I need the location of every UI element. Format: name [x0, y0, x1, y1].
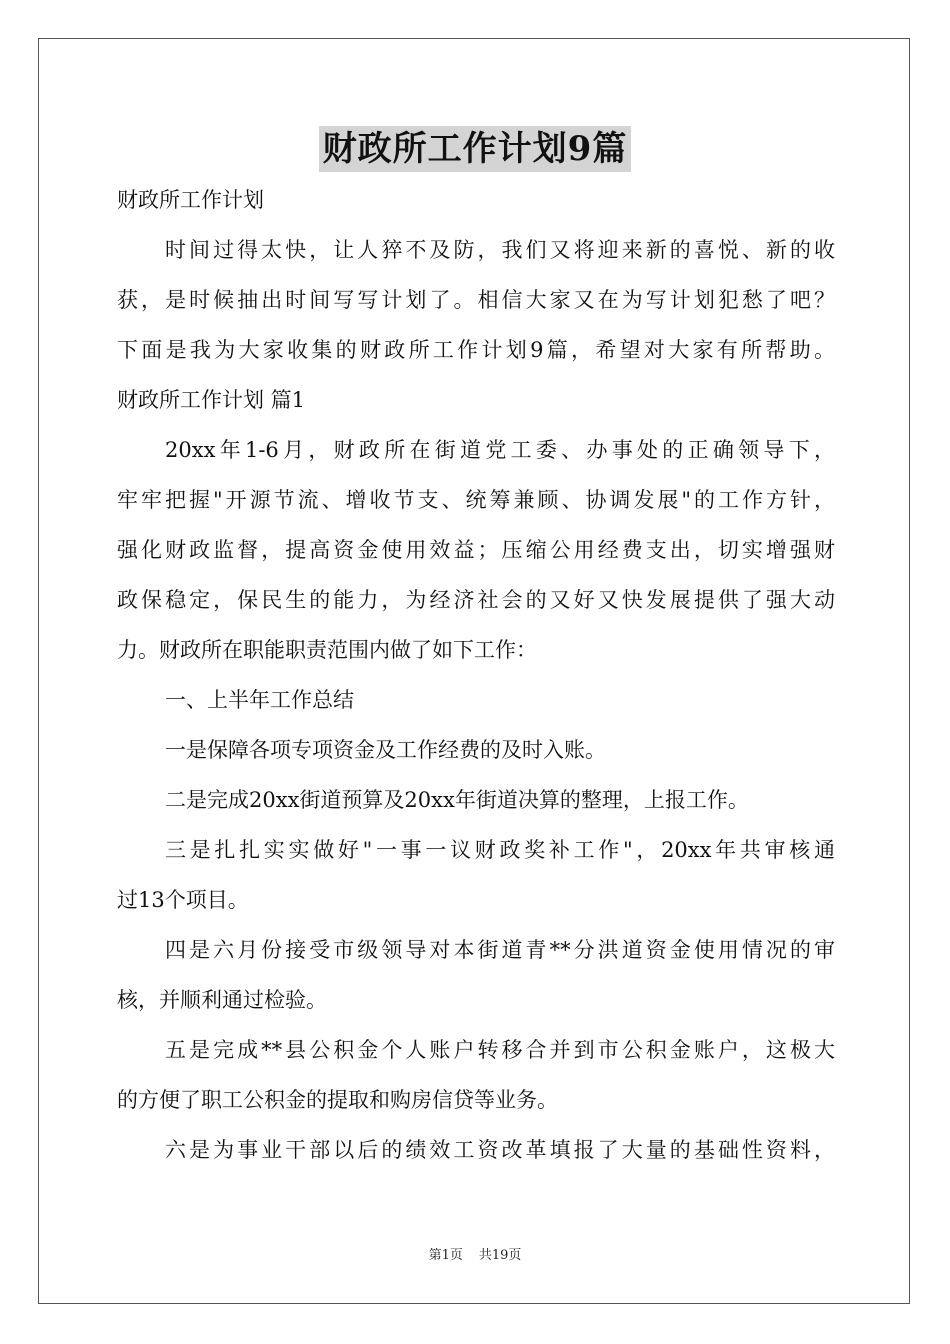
paragraph-line: 六是为事业干部以后的绩效工资改革填报了大量的基础性资料，	[165, 1138, 835, 1162]
paragraph-line: 政保稳定，保民生的能力，为经济社会的又好又快发展提供了强大动	[117, 588, 835, 612]
subsection-heading: 一、上半年工作总结	[165, 688, 354, 712]
paragraph-line: 的方便了职工公积金的提取和购房信贷等业务。	[117, 1088, 558, 1112]
document-body	[117, 175, 835, 1175]
paragraph-line: 一是保障各项专项资金及工作经费的及时入账。	[165, 738, 606, 762]
paragraph-line: 时间过得太快，让人猝不及防，我们又将迎来新的喜悦、新的收	[165, 238, 835, 262]
paragraph-line: 过13个项目。	[117, 888, 249, 912]
paragraph-line: 强化财政监督，提高资金使用效益；压缩公用经费支出，切实增强财	[117, 538, 835, 562]
paragraph-line: 20xx年1-6月，财政所在街道党工委、办事处的正确领导下，	[165, 438, 835, 462]
paragraph-line: 四是六月份接受市级领导对本街道青**分洪道资金使用情况的审	[165, 938, 835, 962]
title-container	[0, 126, 950, 172]
doc-heading: 财政所工作计划	[117, 188, 264, 212]
section-heading: 财政所工作计划 篇1	[117, 388, 306, 412]
paragraph-line: 下面是我为大家收集的财政所工作计划9篇，希望对大家有所帮助。	[117, 338, 835, 362]
page-footer	[0, 1246, 950, 1266]
paragraph-line: 三是扎扎实实做好"一事一议财政奖补工作"，20xx年共审核通	[165, 838, 835, 862]
paragraph-line: 获，是时候抽出时间写写计划了。相信大家又在为写计划犯愁了吧？	[117, 288, 835, 312]
paragraph-line: 五是完成**县公积金个人账户转移合并到市公积金账户，这极大	[165, 1038, 835, 1062]
paragraph-line: 力。财政所在职能职责范围内做了如下工作：	[117, 638, 537, 662]
paragraph-line: 核，并顺利通过检验。	[117, 988, 327, 1012]
paragraph-line: 牢牢把握"开源节流、增收节支、统筹兼顾、协调发展"的工作方针，	[117, 488, 835, 512]
page-number: 第1页	[428, 1248, 463, 1263]
document-title: 财政所工作计划9篇	[319, 126, 632, 172]
paragraph-line: 二是完成20xx街道预算及20xx年街道决算的整理，上报工作。	[165, 788, 749, 812]
page-total: 共19页	[478, 1248, 522, 1263]
